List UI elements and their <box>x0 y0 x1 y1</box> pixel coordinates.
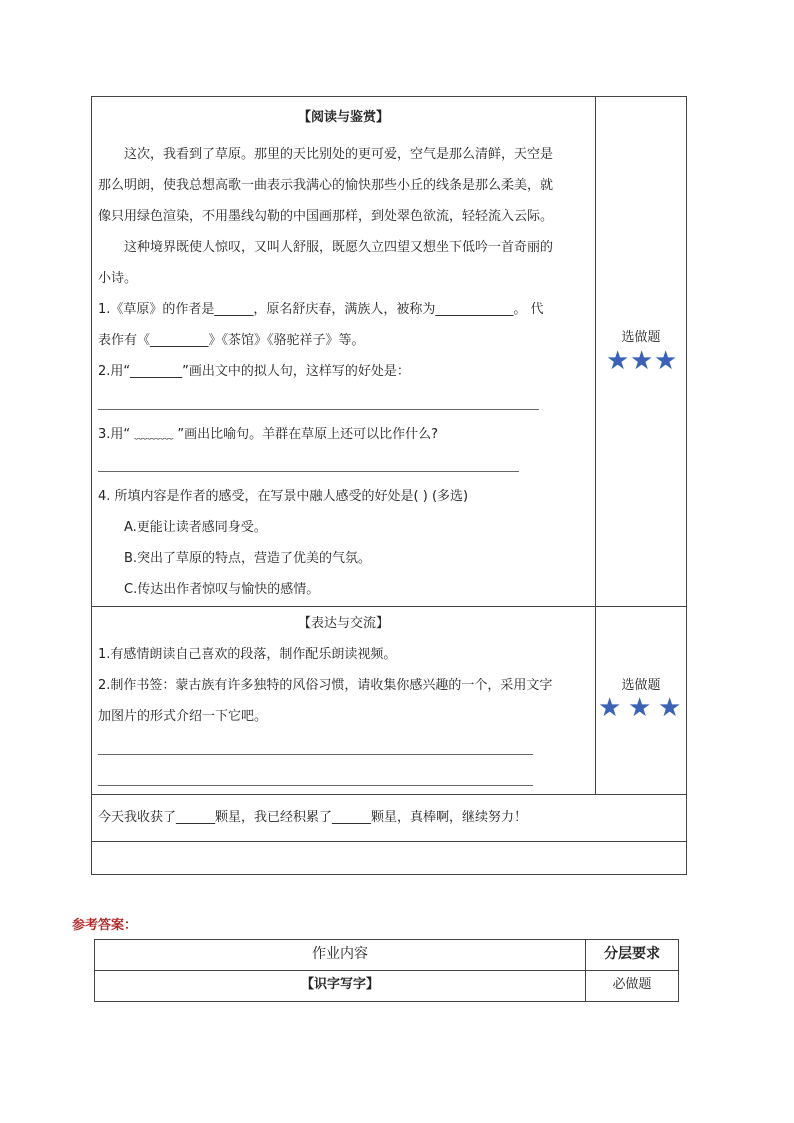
answer-line-q2[interactable] <box>98 409 539 410</box>
question-1-line1: 1.《草原》的作者是______，原名舒庆春，满族人，被称为____________。 代 <box>98 302 544 317</box>
answers-title: 参考答案： <box>72 918 138 933</box>
table-border-bottom <box>91 874 687 875</box>
question-2: 2.用“________”画出文中的拟人句，这样写的好处是： <box>98 364 410 379</box>
expression-header: 【表达与交流】 <box>297 616 389 631</box>
star-icon: ★ <box>658 693 682 723</box>
expression-tag: 选做题 <box>621 678 661 693</box>
question-1-line2: 表作有《_________》《茶馆》《骆驼祥子》等。 <box>98 333 365 348</box>
answers-table-top <box>94 939 679 940</box>
answers-table-bottom <box>94 1001 679 1002</box>
answers-row1-level: 必做题 <box>612 977 652 992</box>
answers-table-right <box>678 939 679 1002</box>
table-row-divider-3 <box>91 841 687 842</box>
passage-p1-line3: 像只用绿色渲染，不用墨线勾勒的中国画那样，到处翠色欲流，轻轻流入云际。 <box>98 209 554 224</box>
passage-p1-line2: 那么明朗，使我总想高歌一曲表示我满心的愉快那些小丘的线条是那么柔美，就 <box>98 178 554 193</box>
answers-col-level: 分层要求 <box>604 946 660 962</box>
table-row-divider-2 <box>91 794 687 795</box>
expression-item-2-line2: 加图片的形式介绍一下它吧。 <box>98 709 268 724</box>
reading-tag: 选做题 <box>621 330 661 345</box>
summary-text: 今天我收获了______颗星，我已经积累了______颗星，真棒啊，继续努力！ <box>98 810 528 825</box>
question-4-option-a: A.更能让读者感同身受。 <box>124 520 267 535</box>
star-icon: ★ <box>654 346 678 376</box>
star-icon: ★ <box>606 346 630 376</box>
answer-line-q3[interactable] <box>98 471 519 472</box>
answers-row1-content: 【识字写字】 <box>300 977 379 992</box>
answers-table-mid <box>94 970 679 971</box>
star-icon: ★ <box>628 693 652 723</box>
reading-header: 【阅读与鉴赏】 <box>297 110 389 125</box>
question-4-option-b: B.突出了草原的特点，营造了优美的气氛。 <box>124 551 372 566</box>
passage-p2-line2: 小诗。 <box>98 271 138 286</box>
answer-line-expression-1[interactable] <box>98 754 533 755</box>
passage-p2-line1: 这种境界既使人惊叹，又叫人舒服，既愿久立四望又想坐下低吟一首奇丽的 <box>124 240 554 255</box>
expression-item-1: 1.有感情朗读自己喜欢的段落，制作配乐朗读视频。 <box>98 647 397 662</box>
star-icon: ★ <box>630 346 654 376</box>
table-border-right <box>686 96 687 875</box>
answers-col-content: 作业内容 <box>312 946 368 962</box>
answer-line-expression-2[interactable] <box>98 785 533 786</box>
question-3: 3.用“ ﹏﹏﹏ ”画出比喻句。羊群在草原上还可以比作什么? <box>98 427 439 442</box>
question-4: 4. 所填内容是作者的感受，在写景中融人感受的好处是( ) (多选) <box>98 489 469 504</box>
table-border-top <box>91 96 687 97</box>
table-border-left <box>91 96 92 875</box>
table-row-divider-1 <box>91 606 687 607</box>
question-4-option-c: C.传达出作者惊叹与愉快的感情。 <box>124 582 320 597</box>
expression-item-2-line1: 2.制作书签：蒙古族有许多独特的风俗习惯，请收集你感兴趣的一个，采用文字 <box>98 678 553 693</box>
passage-p1-line1: 这次，我看到了草原。那里的天比别处的更可爱，空气是那么清鲜，天空是 <box>124 147 554 162</box>
star-icon: ★ <box>598 693 622 723</box>
